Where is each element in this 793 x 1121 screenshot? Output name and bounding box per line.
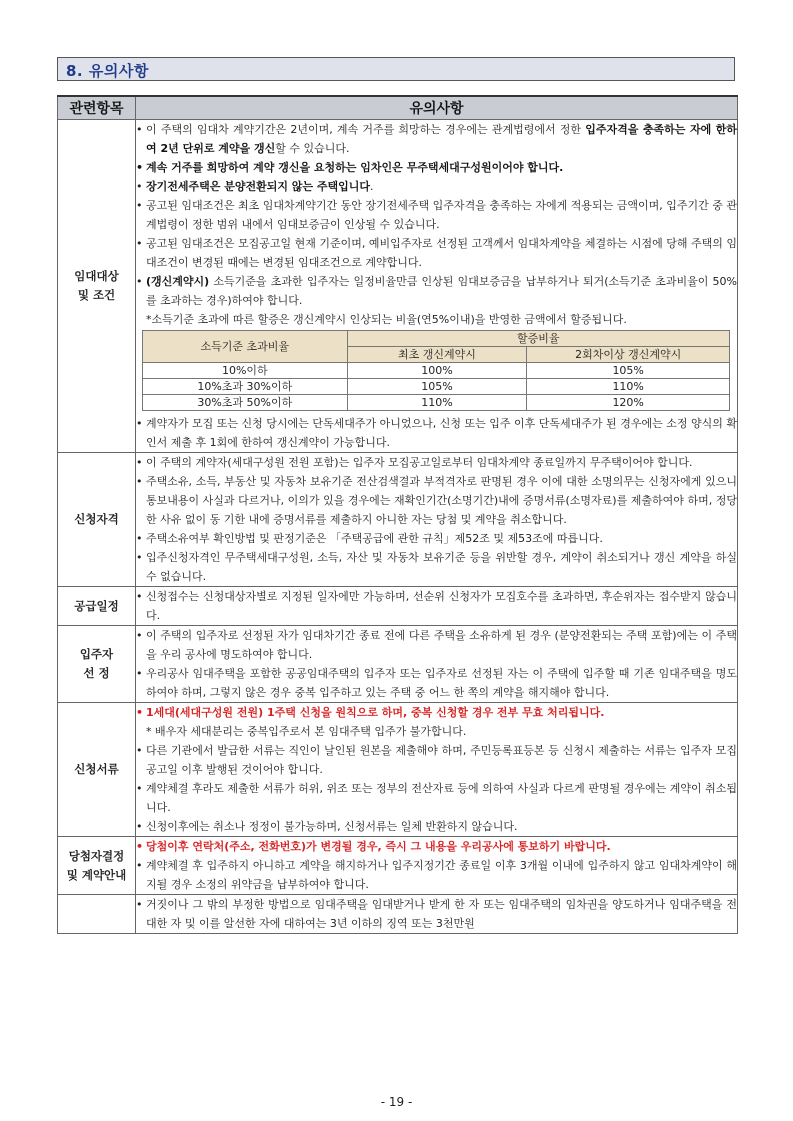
table-header-row — [58, 96, 738, 120]
row-category — [58, 626, 136, 703]
list-item: • 주택소유, 소득, 부동산 및 자동차 보유기준 전산검색결과 부적격자로 판명된 경우 이에 대한 소명의무는 신청자에게 있으니 통보내용이 사실과 다르거나, 이의가 있을 경우에는 재확인기간(소명기간)내에 증명서류(소명자료)를 제출하여야 하며, 정당한 사유 없이 동 기한 내에 증명서류를 제출하지 아니한 자는 당첨 및 계약을 취소합니다. — [136, 472, 737, 529]
list-item: • 신청이후에는 취소나 정정이 불가능하며, 신청서류는 일체 반환하지 않습니다. — [136, 817, 737, 836]
table-cell: 10%초과 30%이하 — [143, 379, 348, 395]
row-content — [136, 837, 738, 895]
header-notes: 유의사항 — [136, 96, 738, 120]
list-item: • 당첨이후 연락처(주소, 전화번호)가 변경될 경우, 즉시 그 내용을 우리공사에 통보하기 바랍니다. — [136, 837, 737, 856]
table-row — [58, 703, 738, 837]
section-title-box — [57, 57, 735, 81]
list-item: • 계약체결 후 입주하지 아니하고 계약을 해지하거나 입주지정기간 종료일 이후 3개월 이내에 입주하지 않고 임대차계약이 해지될 경우 소정의 위약금을 납부하여야 합니다. — [136, 856, 737, 894]
list-item: • 주택소유여부 확인방법 및 판정기준은 「주택공급에 관한 규칙」제52조 및 제53조에 따릅니다. — [136, 529, 737, 548]
note-text: * 배우자 세대분리는 중복입주로서 본 임대주택 입주가 불가합니다. — [146, 725, 467, 738]
surcharge-table — [142, 330, 730, 411]
category-label: 당첨자결정 — [68, 848, 125, 863]
list-item: • 이 주택의 입주자로 선정된 자가 임대차기간 종료 전에 다른 주택을 소유하게 된 경우 (분양전환되는 주택 포함)에는 이 주택을 우리 공사에 명도하여야 합니다. — [136, 626, 737, 664]
category-label: 및 조건 — [77, 288, 116, 302]
row-category: 신청자격 — [58, 453, 136, 587]
list-item: • 거짓이나 그 밖의 부정한 방법으로 임대주택을 임대받거나 받게 한 자 또는 임대주택의 임차권을 양도하거나 임대주택을 전대한 자 및 이를 알선한 자에 대하여는 3년 이하의 징역 또는 3천만원 — [136, 895, 737, 933]
table-row — [143, 395, 730, 411]
table-row — [58, 453, 738, 587]
table-cell: 110% — [527, 379, 730, 395]
row-content — [136, 703, 738, 837]
category-label: 입주자 — [79, 647, 114, 661]
table-row — [58, 626, 738, 703]
row-category — [58, 895, 136, 934]
row-content — [136, 587, 738, 626]
table-row — [58, 120, 738, 453]
header-category: 관련항목 — [58, 96, 136, 120]
table-row — [58, 895, 738, 934]
row-content — [136, 120, 738, 453]
list-item: • 우리공사 임대주택을 포함한 공공임대주택의 입주자 또는 입주자로 선정된 자는 이 주택에 입주할 때 기존 임대주택을 명도하여야 하며, 그렇지 않은 경우 중복 입주하고 있는 주택 중 어느 한 쪽의 계약을 해지해야 합니다. — [136, 664, 737, 702]
row-content — [136, 453, 738, 587]
list-item: • 이 주택의 계약자(세대구성원 전원 포함)는 입주자 모집공고일로부터 임대차계약 종료일까지 무주택이어야 합니다. — [136, 453, 737, 472]
list-item: • 장기전세주택은 분양전환되지 않는 주택입니다. — [136, 177, 737, 196]
list-item: • 계약체결 후라도 제출한 서류가 허위, 위조 또는 정부의 전산자료 등에 의하여 사실과 다르게 판명될 경우에는 계약이 취소됩니다. — [136, 779, 737, 817]
table-cell: 105% — [527, 363, 730, 379]
list-item: • 다른 기관에서 발급한 서류는 직인이 날인된 원본을 제출해야 하며, 주민등록표등본 등 신청시 제출하는 서류는 입주자 모집공고일 이후 발행된 것이어야 합니다. — [136, 741, 737, 779]
table-cell: 30%초과 50%이하 — [143, 395, 348, 411]
table-row — [143, 379, 730, 395]
table-row — [143, 363, 730, 379]
category-label: 및 계약안내 — [66, 867, 127, 882]
row-content — [136, 626, 738, 703]
row-category: 신청서류 — [58, 703, 136, 837]
section-title: 8. 유의사항 — [66, 62, 149, 80]
table-cell: 120% — [527, 395, 730, 411]
page-number: - 19 - — [380, 1095, 413, 1109]
list-item: • 공고된 임대조건은 모집공고일 현재 기준이며, 예비입주자로 선정된 고객께서 임대차계약을 체결하는 시점에 당해 주택의 임대조건이 변경된 때에는 변경된 임대조건으로 계약합니다. — [136, 234, 737, 272]
list-item: • (갱신계약시) 소득기준을 초과한 입주자는 일정비율만큼 인상된 임대보증금을 납부하거나 퇴거(소득기준 초과비율이 50%를 초과하는 경우)하여야 합니다. — [136, 272, 737, 310]
table-cell: 105% — [347, 379, 527, 395]
list-item: • 1세대(세대구성원 전원) 1주택 신청을 원칙으로 하며, 중복 신청할 경우 전부 무효 처리됩니다. — [136, 703, 737, 722]
surcharge-header-first: 최초 갱신계약시 — [347, 347, 527, 363]
list-item: • 계약자가 모집 또는 신청 당시에는 단독세대주가 아니었으나, 신청 또는 입주 이후 단독세대주가 된 경우에는 소정 양식의 확인서 제출 후 1회에 한하여 갱신계약이 가능합니다. — [136, 414, 737, 452]
surcharge-header-ratio: 소득기준 초과비율 — [143, 331, 348, 363]
table-cell: 110% — [347, 395, 527, 411]
surcharge-header-second: 2회차이상 갱신계약시 — [527, 347, 730, 363]
list-item: • 공고된 임대조건은 최초 임대차계약기간 동안 장기전세주택 입주자격을 충족하는 자에게 적용되는 금액이며, 입주기간 중 관계법령이 정한 범위 내에서 임대보증금이 인상될 수 있습니다. — [136, 196, 737, 234]
list-item: • 입주신청자격인 무주택세대구성원, 소득, 자산 및 자동차 보유기준 등을 위반할 경우, 계약이 취소되거나 갱신 계약을 하실 수 없습니다. — [136, 548, 737, 586]
row-content — [136, 895, 738, 934]
table-row — [58, 587, 738, 626]
list-item: • 계속 거주를 희망하여 계약 갱신을 요청하는 임차인은 무주택세대구성원이어야 합니다. — [136, 158, 737, 177]
list-item: • 이 주택의 임대차 계약기간은 2년이며, 계속 거주를 희망하는 경우에는 관계법령에서 정한 입주자격을 충족하는 자에 한하여 2년 단위로 계약을 갱신할 수 있습니다. — [136, 120, 737, 158]
list-item: • 신청접수는 신청대상자별로 지정된 일자에만 가능하며, 선순위 신청자가 모집호수를 초과하면, 후순위자는 접수받지 않습니다. — [136, 587, 737, 625]
table-row — [58, 837, 738, 895]
category-label: 임대대상 — [74, 269, 119, 283]
table-cell: 10%이하 — [143, 363, 348, 379]
note-text: *소득기준 초과에 따른 할증은 갱신계약시 인상되는 비율(연5%이내)을 반영한 금액에서 할증됩니다. — [146, 313, 627, 326]
row-category — [58, 120, 136, 453]
surcharge-header-rate: 할증비율 — [347, 331, 729, 347]
row-category: 공급일정 — [58, 587, 136, 626]
row-category — [58, 837, 136, 895]
notes-table — [57, 95, 738, 934]
table-cell: 100% — [347, 363, 527, 379]
category-label: 선 정 — [83, 666, 110, 680]
